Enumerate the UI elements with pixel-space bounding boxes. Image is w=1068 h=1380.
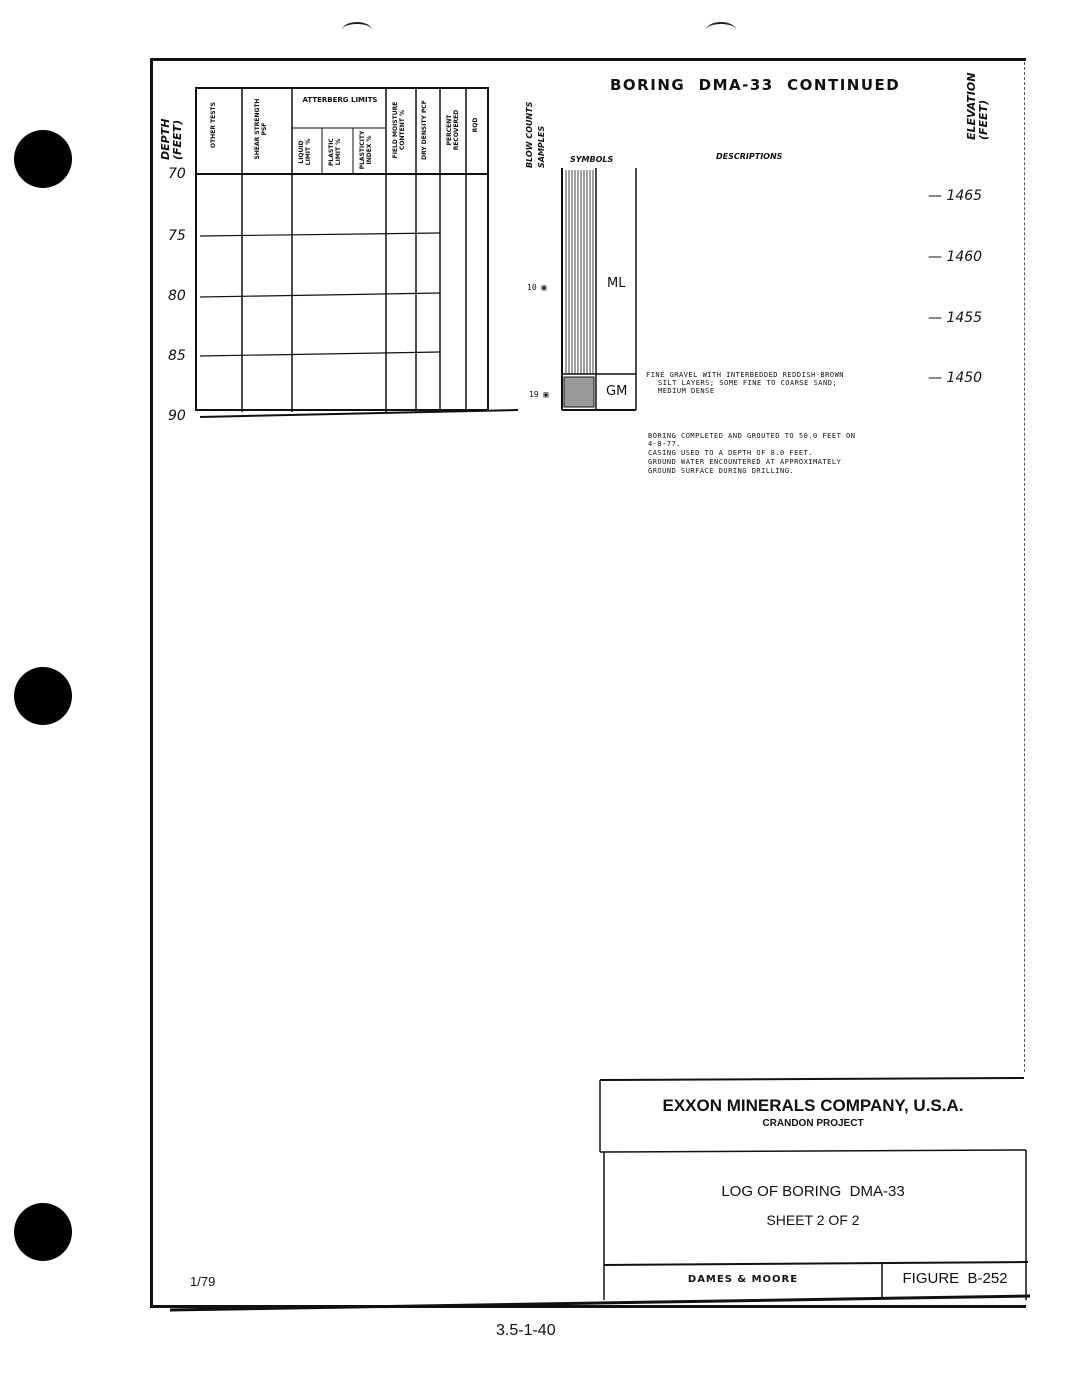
depth-tick-85: 85 bbox=[168, 348, 186, 364]
log-title: LOG OF BORING DMA-33 bbox=[721, 1183, 905, 1200]
col-percent-recovered: PERCENT RECOVERED bbox=[446, 109, 460, 151]
boring-note-line3: CASING USED TO A DEPTH OF 8.0 FEET. bbox=[648, 449, 814, 457]
symbols-label: SYMBOLS bbox=[570, 155, 614, 164]
stratum-gm-label: GM bbox=[606, 384, 628, 399]
stratum-ml-label: ML bbox=[607, 276, 626, 291]
depth-tick-80: 80 bbox=[168, 288, 186, 304]
sample-blow-count-2: 19 ▣ bbox=[529, 390, 549, 399]
descriptions-label: DESCRIPTIONS bbox=[716, 152, 783, 161]
boring-note-line1: BORING COMPLETED AND GROUTED TO 50.0 FEET ON bbox=[648, 432, 856, 440]
page-number: 3.5-1-40 bbox=[496, 1322, 556, 1339]
depth-tick-90: 90 bbox=[168, 408, 186, 424]
depth-tick-70: 70 bbox=[168, 166, 186, 182]
company-name: EXXON MINERALS COMPANY, U.S.A. bbox=[662, 1096, 964, 1115]
elevation-tick-1455: — 1455 bbox=[928, 310, 983, 326]
boring-note-line5: GROUND SURFACE DURING DRILLING. bbox=[648, 467, 795, 475]
samples-label: SAMPLES bbox=[537, 125, 546, 168]
gm-description-line3: MEDIUM DENSE bbox=[658, 387, 715, 395]
issue-date: 1/79 bbox=[190, 1274, 216, 1289]
col-dry-density: DRY DENSITY PCF bbox=[421, 100, 428, 160]
blow-counts-label: BLOW COUNTS bbox=[525, 101, 534, 168]
col-moisture-content: FIELD MOISTURE CONTENT % bbox=[392, 101, 406, 159]
col-atterberg-limits: ATTERBERG LIMITS bbox=[302, 96, 378, 104]
sheet-number: SHEET 2 OF 2 bbox=[766, 1212, 860, 1228]
elevation-tick-1465: — 1465 bbox=[928, 188, 983, 204]
gm-description-line1: FINE GRAVEL WITH INTERBEDDED REDDISH-BROWN bbox=[646, 371, 845, 379]
project-name: CRANDON PROJECT bbox=[762, 1118, 864, 1129]
col-plastic-limit: PLASTIC LIMIT % bbox=[328, 138, 342, 166]
firm-name: DAMES & MOORE bbox=[687, 1274, 799, 1285]
col-shear-strength: SHEAR STRENGTH PSF bbox=[254, 98, 268, 160]
boring-title: BORING DMA-33 CONTINUED bbox=[610, 76, 901, 94]
col-other-tests: OTHER TESTS bbox=[210, 102, 217, 148]
gm-description-line2: SILT LAYERS; SOME FINE TO COARSE SAND; bbox=[658, 379, 838, 387]
sample-blow-count-1: 10 ▣ bbox=[527, 283, 547, 292]
col-liquid-limit: LIQUID LIMIT % bbox=[298, 138, 312, 166]
depth-axis-label: DEPTH (FEET) bbox=[159, 118, 184, 160]
col-plasticity-index: PLASTICITY INDEX % bbox=[359, 130, 373, 170]
depth-tick-75: 75 bbox=[168, 228, 186, 244]
col-rqd: RQD bbox=[472, 117, 479, 133]
figure-number: FIGURE B-252 bbox=[902, 1270, 1008, 1287]
elevation-tick-1450: — 1450 bbox=[928, 370, 983, 386]
elevation-tick-1460: — 1460 bbox=[928, 249, 983, 265]
boring-note-line4: GROUND WATER ENCOUNTERED AT APPROXIMATELY bbox=[648, 458, 842, 466]
boring-note-line2: 4-8-77. bbox=[648, 440, 682, 448]
elevation-axis-label: ELEVATION (FEET) bbox=[965, 72, 990, 140]
